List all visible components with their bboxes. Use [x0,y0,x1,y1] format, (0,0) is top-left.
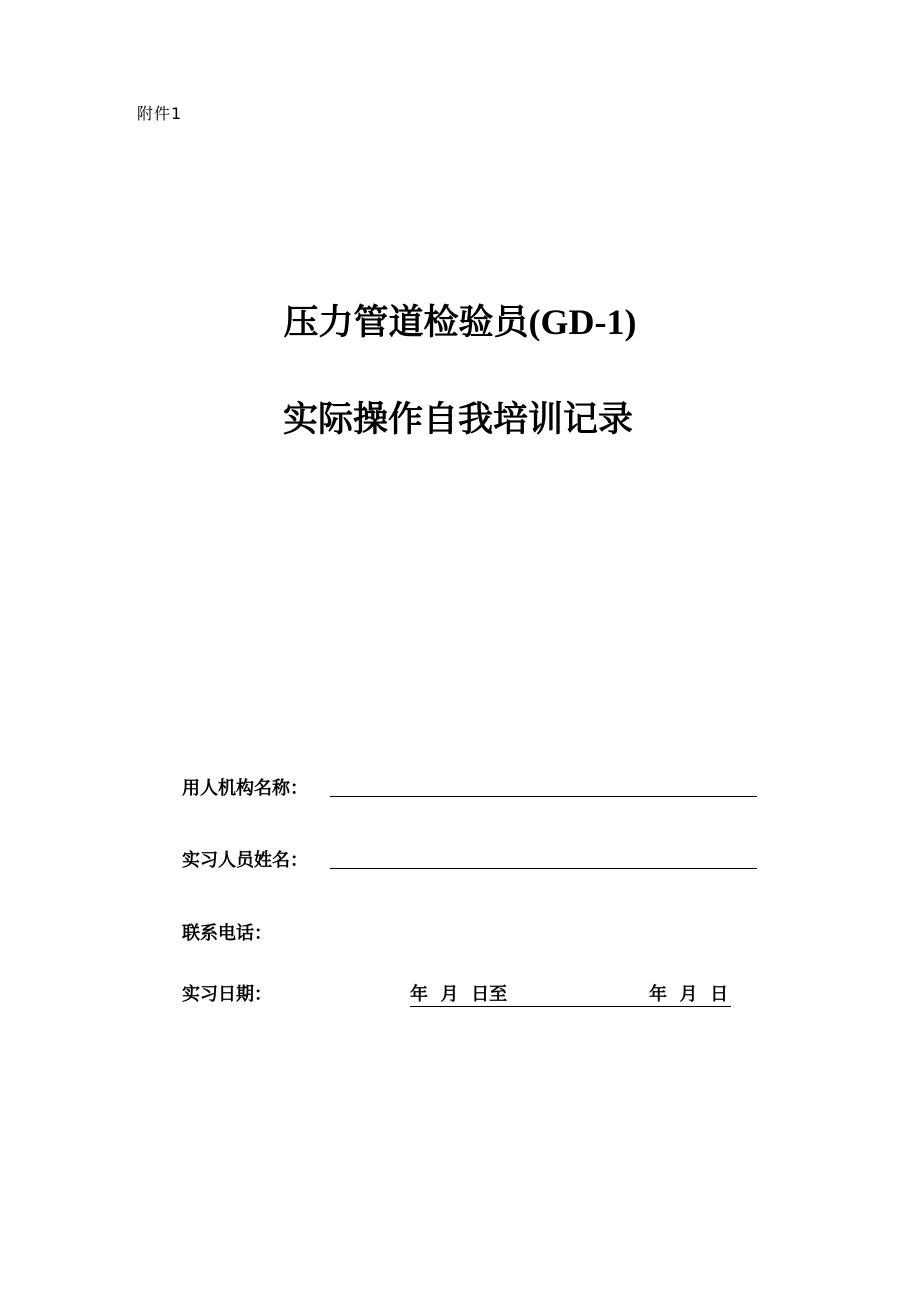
date-underline [410,1006,731,1007]
date-to-field[interactable]: 年 月 日 [649,984,729,1005]
org-name-field[interactable] [330,796,757,797]
title-code: (GD-1) [528,302,637,342]
document-title-line1 [0,300,920,345]
internship-date-label: 实习日期： [182,984,272,1005]
phone-label: 联系电话： [182,923,272,944]
intern-name-label: 实习人员姓名： [182,850,308,871]
intern-name-field[interactable] [330,868,757,869]
org-name-label: 用人机构名称： [182,778,308,799]
document-title-line2: 实际操作自我培训记录 [282,400,633,440]
attachment-label: 附件1 [137,104,183,123]
date-from-field[interactable]: 年 月 日至 [410,984,508,1005]
title-cjk: 压力管道检验员 [283,303,529,343]
